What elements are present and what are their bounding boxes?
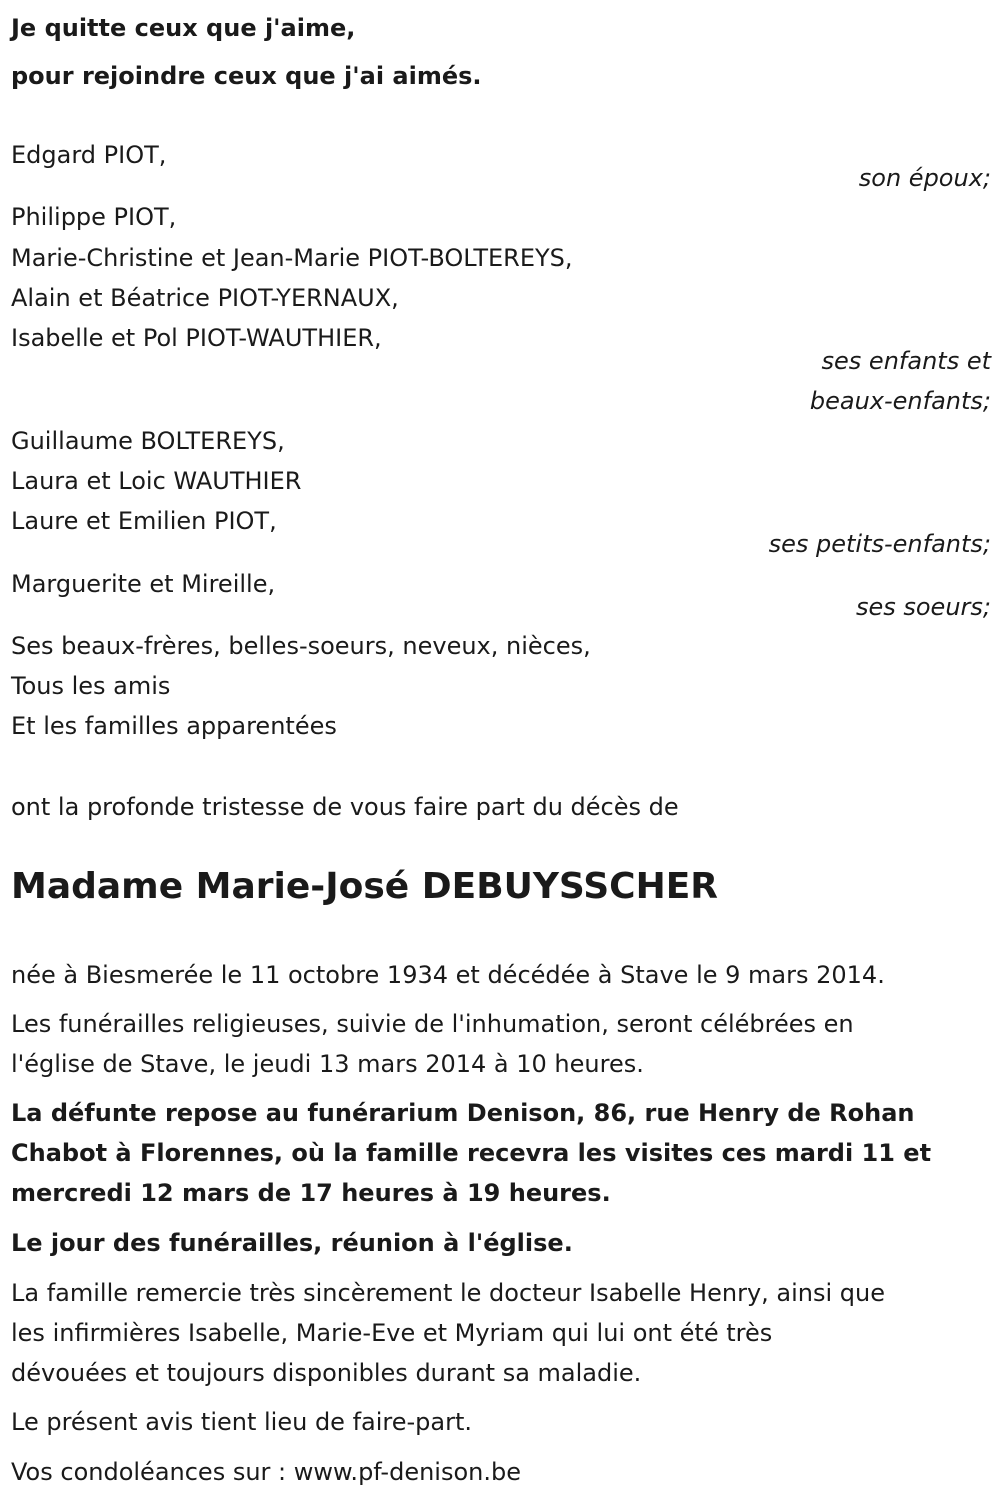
child-name-4: Isabelle et Pol PIOT-WAUTHIER,: [11, 324, 382, 352]
others-line-2: Tous les amis: [11, 672, 171, 700]
grandchild-name-3: Laure et Emilien PIOT,: [11, 507, 277, 535]
thanks-line-1: La famille remercie très sincèrement le docteur Isabelle Henry, ainsi que: [11, 1279, 886, 1307]
funerarium-line-1: La défunte repose au funérarium Denison, 86, rue Henry de Rohan: [11, 1099, 915, 1127]
others-line-1: Ses beaux-frères, belles-soeurs, neveux, nièces,: [11, 632, 591, 660]
funeral-line-1: Les funérailles religieuses, suivie de l'inhumation, seront célébrées en: [11, 1010, 854, 1038]
children-relation-line-2: beaux-enfants;: [809, 387, 991, 415]
meeting-text: Le jour des funérailles, réunion à l'église.: [11, 1229, 573, 1257]
funerarium-line-2: Chabot à Florennes, où la famille recevra les visites ces mardi 11 et: [11, 1139, 932, 1167]
spouse-name: Edgard PIOT,: [11, 141, 167, 169]
deceased-name: Madame Marie-José DEBUYSSCHER: [11, 866, 719, 907]
spouse-relation: son époux;: [858, 164, 991, 192]
sisters-names: Marguerite et Mireille,: [11, 570, 276, 598]
child-name-3: Alain et Béatrice PIOT-YERNAUX,: [11, 284, 399, 312]
thanks-line-2: les infirmières Isabelle, Marie-Eve et Myriam qui lui ont été très: [11, 1319, 773, 1347]
sisters-relation: ses soeurs;: [855, 593, 991, 621]
funeral-line-2: l'église de Stave, le jeudi 13 mars 2014 à 10 heures.: [11, 1050, 644, 1078]
epigraph-line-2: pour rejoindre ceux que j'ai aimés.: [11, 62, 482, 90]
others-line-3: Et les familles apparentées: [11, 712, 337, 740]
announcement-text: ont la profonde tristesse de vous faire part du décès de: [11, 793, 679, 821]
birth-death-text: née à Biesmerée le 11 octobre 1934 et décédée à Stave le 9 mars 2014.: [11, 961, 885, 989]
grandchildren-relation: ses petits-enfants;: [768, 530, 991, 558]
funerarium-line-3: mercredi 12 mars de 17 heures à 19 heures.: [11, 1179, 611, 1207]
grandchild-name-2: Laura et Loic WAUTHIER: [11, 467, 302, 495]
epigraph-line-1: Je quitte ceux que j'aime,: [11, 14, 356, 42]
grandchild-name-1: Guillaume BOLTEREYS,: [11, 427, 285, 455]
thanks-line-3: dévouées et toujours disponibles durant sa maladie.: [11, 1359, 642, 1387]
condolences-text: Vos condoléances sur : www.pf-denison.be: [11, 1458, 521, 1486]
child-name-1: Philippe PIOT,: [11, 203, 177, 231]
child-name-2: Marie-Christine et Jean-Marie PIOT-BOLTEREYS,: [11, 244, 573, 272]
notice-text: Le présent avis tient lieu de faire-part.: [11, 1408, 473, 1436]
children-relation-line-1: ses enfants et: [821, 347, 991, 375]
